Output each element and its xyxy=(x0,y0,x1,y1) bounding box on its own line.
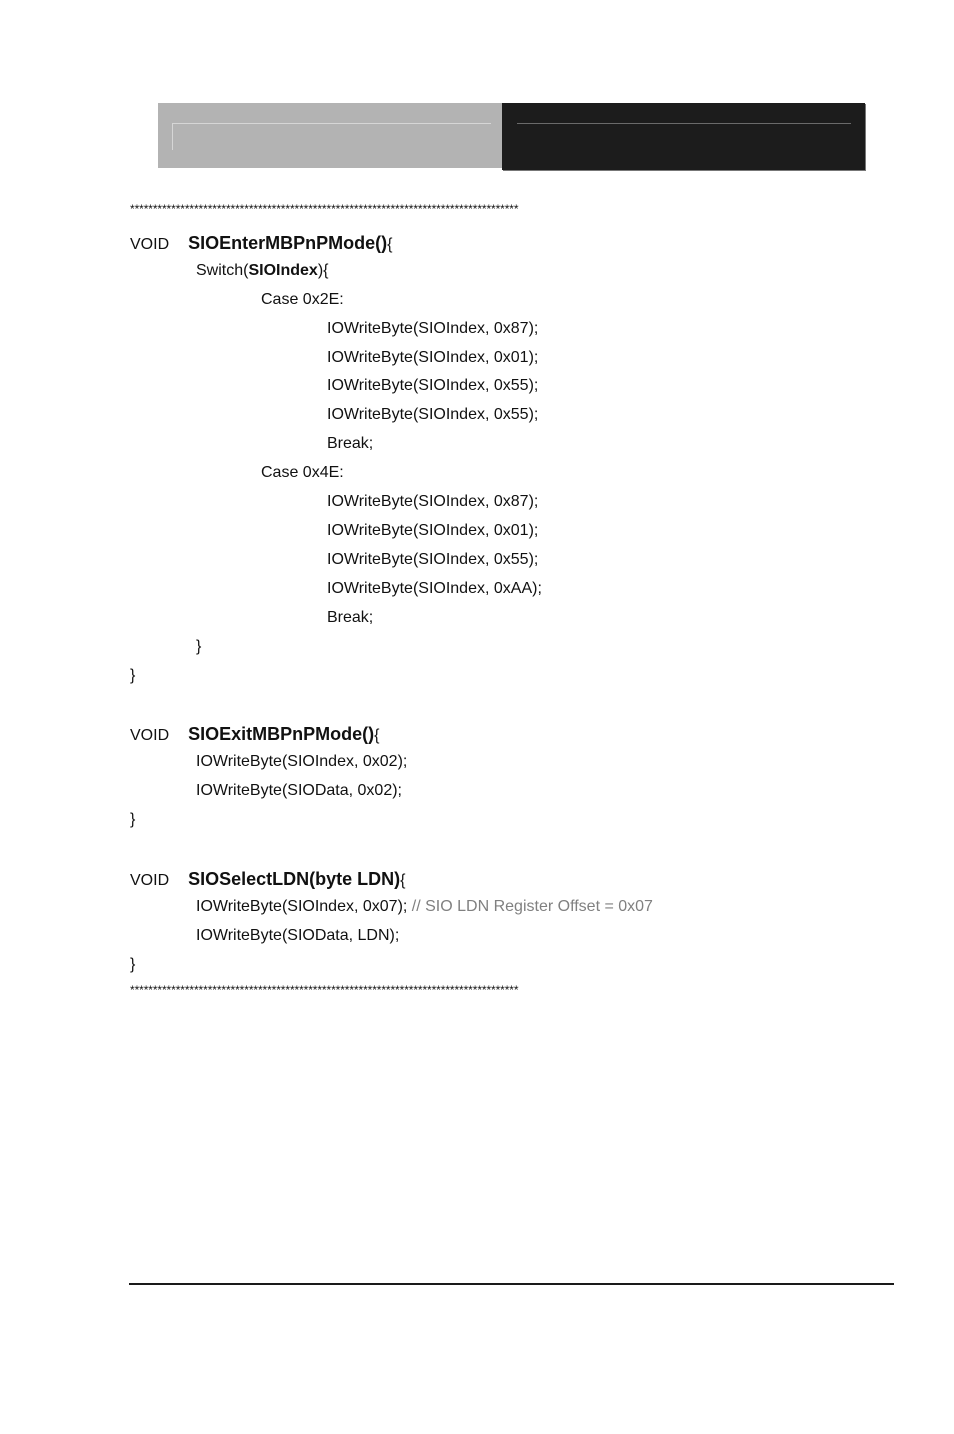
header-right-rule xyxy=(517,123,851,124)
void-keyword: VOID xyxy=(130,872,170,889)
code-line-with-comment xyxy=(196,898,653,916)
code-line: IOWriteByte(SIOIndex, 0x02); xyxy=(196,753,408,770)
code-line: IOWriteByte(SIOIndex, 0x55); xyxy=(327,406,539,423)
function-name: SIOSelectLDN(byte LDN) xyxy=(188,869,401,889)
switch-prefix: Switch( xyxy=(196,262,249,279)
open-brace: { xyxy=(374,727,380,744)
open-brace: { xyxy=(400,872,406,889)
separator-top: ************************************************************************************* xyxy=(130,202,519,216)
code-line: IOWriteByte(SIOIndex, 0x87); xyxy=(327,320,539,337)
code-line: IOWriteByte(SIOData, LDN); xyxy=(196,927,400,944)
code-line: IOWriteByte(SIOIndex, 0xAA); xyxy=(327,580,542,597)
close-brace: } xyxy=(130,811,136,828)
switch-statement xyxy=(196,262,328,280)
function-name: SIOExitMBPnPMode() xyxy=(188,724,375,744)
code-line: IOWriteByte(SIOIndex, 0x01); xyxy=(327,349,539,366)
switch-suffix: ){ xyxy=(317,262,329,279)
header-left-rule xyxy=(172,123,491,150)
code-comment: // SIO LDN Register Offset = 0x07 xyxy=(411,898,653,915)
header-left-panel xyxy=(158,103,502,168)
close-brace: } xyxy=(196,638,202,655)
func-enter-signature xyxy=(130,233,392,254)
function-name: SIOEnterMBPnPMode() xyxy=(188,233,388,253)
code-line: Break; xyxy=(327,435,374,452)
header-right-panel xyxy=(502,103,865,170)
close-brace: } xyxy=(130,956,136,973)
code-line: IOWriteByte(SIOIndex, 0x87); xyxy=(327,493,539,510)
code-line: IOWriteByte(SIOIndex, 0x55); xyxy=(327,377,539,394)
open-brace: { xyxy=(387,236,393,253)
case-label: Case 0x2E: xyxy=(261,291,344,308)
func-select-ldn-signature xyxy=(130,869,406,890)
code-line: IOWriteByte(SIOIndex, 0x01); xyxy=(327,522,539,539)
separator-bottom: ************************************************************************************* xyxy=(130,983,519,997)
void-keyword: VOID xyxy=(130,236,170,253)
close-brace: } xyxy=(130,667,136,684)
code-line: IOWriteByte(SIOData, 0x02); xyxy=(196,782,402,799)
code-line: IOWriteByte(SIOIndex, 0x55); xyxy=(327,551,539,568)
footer-rule xyxy=(129,1283,894,1285)
void-keyword: VOID xyxy=(130,727,170,744)
func-exit-signature xyxy=(130,724,379,745)
case-label: Case 0x4E: xyxy=(261,464,344,481)
page-header-banner xyxy=(158,103,865,170)
code-line: Break; xyxy=(327,609,374,626)
code-text: IOWriteByte(SIOIndex, 0x07); xyxy=(196,898,408,915)
switch-arg: SIOIndex xyxy=(248,262,318,279)
